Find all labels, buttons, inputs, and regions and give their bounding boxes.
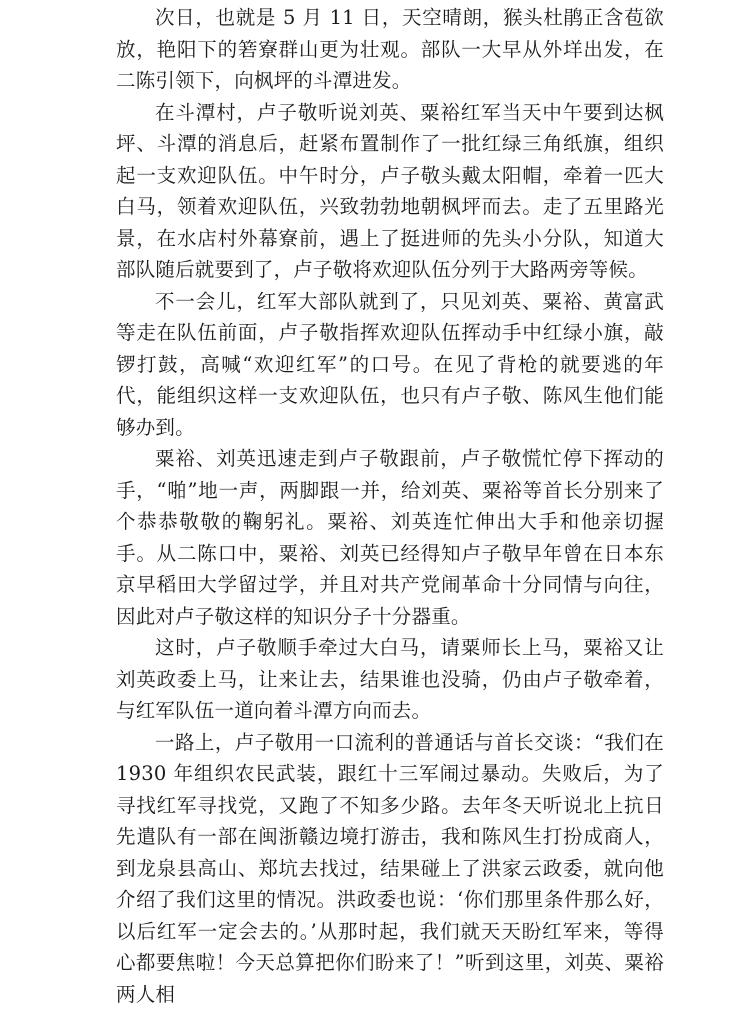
paragraph-3: 不一会儿，红军大部队就到了，只见刘英、粟裕、黄富武等走在队伍前面，卢子敬指挥欢迎队伍挥动手中红绿小旗，敲锣打鼓，高喊“欢迎红军”的口号。在见了背枪的就要逃的年代，能组织这样一支欢迎队伍，也只有卢子敬、陈风生他们能够办到。 bbox=[116, 286, 664, 444]
paragraph-6: 一路上，卢子敬用一口流利的普通话与首长交谈：“我们在 1930 年组织农民武装，跟红十三军闹过暴动。失败后，为了寻找红军寻找党，又跑了不知多少路。去年冬天听说北上抗日先遣队有一部在闽浙赣边境打游击，我和陈风生打扮成商人，到龙泉县高山、郑坑去找过，结果碰上了洪家云政委，就向他介绍了我们这里的情况。洪政委也说：‘你们那里条件那么好，以后红军一定会去的。’从那时起，我们就天天盼红军来，等得心都要焦啦！今天总算把你们盼来了！”听到这里，刘英、粟裕两人相 bbox=[116, 727, 664, 1010]
document-page bbox=[116, 0, 664, 1010]
paragraph-4: 粟裕、刘英迅速走到卢子敬跟前，卢子敬慌忙停下挥动的手，“啪”地一声，两脚跟一并，给刘英、粟裕等首长分别来了个恭恭敬敬的鞠躬礼。粟裕、刘英连忙伸出大手和他亲切握手。从二陈口中，粟裕、刘英已经得知卢子敬早年曾在日本东京早稻田大学留过学，并且对共产党闹革命十分同情与向往，因此对卢子敬这样的知识分子十分器重。 bbox=[116, 443, 664, 632]
paragraph-1: 次日，也就是 5 月 11 日，天空晴朗，猴头杜鹃正含苞欲放，艳阳下的箬寮群山更为壮观。部队一大早从外垟出发，在二陈引领下，向枫坪的斗潭进发。 bbox=[116, 2, 664, 97]
paragraph-5: 这时，卢子敬顺手牵过大白马，请粟师长上马，粟裕又让刘英政委上马，让来让去，结果谁也没骑，仍由卢子敬牵着，与红军队伍一道向着斗潭方向而去。 bbox=[116, 632, 664, 727]
paragraph-2: 在斗潭村，卢子敬听说刘英、粟裕红军当天中午要到达枫坪、斗潭的消息后，赶紧布置制作了一批红绿三角纸旗，组织起一支欢迎队伍。中午时分，卢子敬头戴太阳帽，牵着一匹大白马，领着欢迎队伍，兴致勃勃地朝枫坪而去。走了五里路光景，在水店村外幕寮前，遇上了挺进师的先头小分队，知道大部队随后就要到了，卢子敬将欢迎队伍分列于大路两旁等候。 bbox=[116, 97, 664, 286]
